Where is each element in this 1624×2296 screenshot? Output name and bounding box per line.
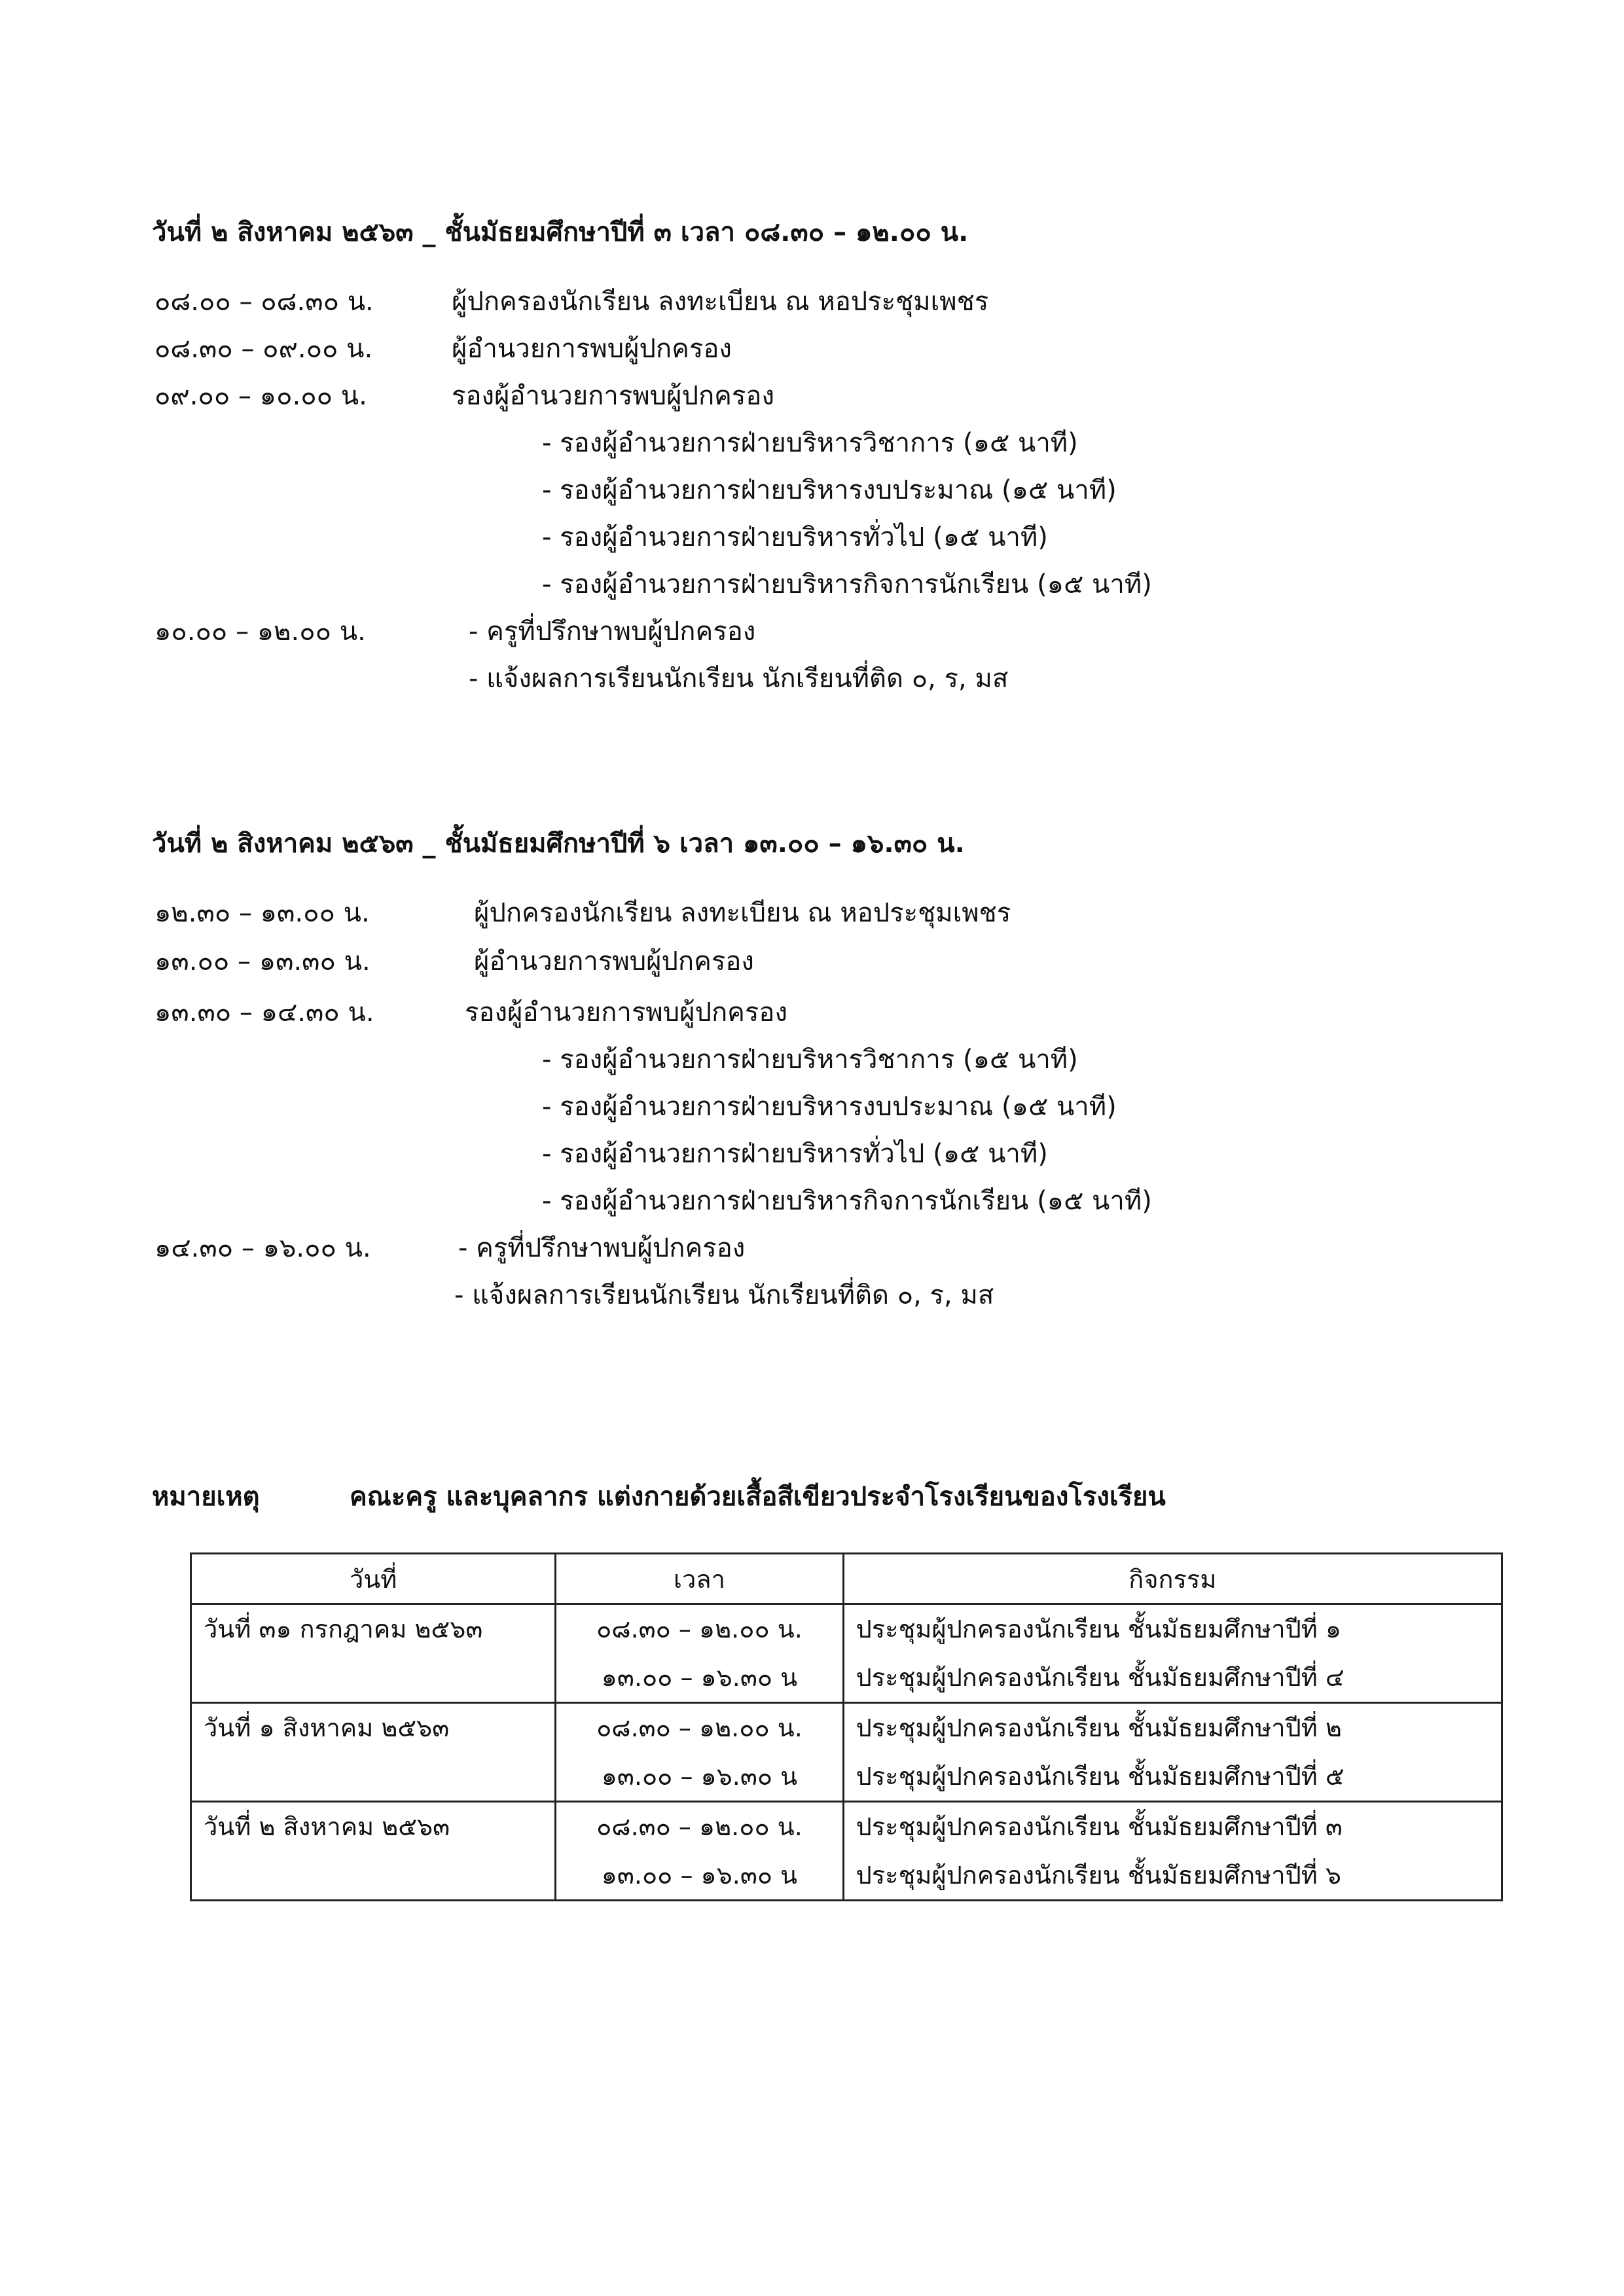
schedule-time: ๑๐.๐๐ – ๑๒.๐๐ น. [154, 617, 366, 647]
activity-afternoon: ประชุมผู้ปกครองนักเรียน ชั้นมัธยมศึกษาปีที่ ๖ [856, 1861, 1341, 1890]
table-row [191, 1703, 1502, 1802]
schedule-item: ผู้อำนวยการพบผู้ปกครอง [474, 946, 754, 977]
schedule-time: ๑๓.๐๐ – ๑๓.๓๐ น. [154, 946, 370, 977]
schedule-time: ๐๘.๓๐ – ๐๙.๐๐ น. [154, 334, 373, 364]
table-row [191, 1802, 1502, 1901]
activity-morning: ประชุมผู้ปกครองนักเรียน ชั้นมัธยมศึกษาปีที่ ๑ [856, 1615, 1341, 1643]
date-text: วันที่ ๓๑ กรกฎาคม ๒๕๖๓ [204, 1615, 483, 1643]
sub-item: - รองผู้อำนวยการฝ่ายบริหารงบประมาณ (๑๕ นาที) [542, 1092, 1117, 1122]
schedule-item: - ครูที่ปรึกษาพบผู้ปกครอง [469, 617, 756, 647]
sub-item: - รองผู้อำนวยการฝ่ายบริหารทั่วไป (๑๕ นาที) [542, 1139, 1048, 1169]
table-header-row [191, 1554, 1502, 1604]
time-cell [556, 1802, 843, 1901]
section1-heading: วันที่ ๒ สิงหาคม ๒๕๖๓ _ ชั้นมัธยมศึกษาปีที่ ๓ เวลา ๐๘.๓๐ – ๑๒.๐๐ น. [152, 217, 969, 247]
header-time: เวลา [556, 1554, 843, 1604]
activity-morning: ประชุมผู้ปกครองนักเรียน ชั้นมัธยมศึกษาปีที่ ๒ [856, 1713, 1342, 1742]
activity-afternoon: ประชุมผู้ปกครองนักเรียน ชั้นมัธยมศึกษาปีที่ ๔ [856, 1663, 1344, 1692]
section2-heading: วันที่ ๒ สิงหาคม ๒๕๖๓ _ ชั้นมัธยมศึกษาปีที่ ๖ เวลา ๑๓.๐๐ – ๑๖.๓๐ น. [152, 829, 965, 859]
schedule-time: ๐๘.๐๐ – ๐๘.๓๐ น. [154, 287, 374, 317]
sub-item: - รองผู้อำนวยการฝ่ายบริหารวิชาการ (๑๕ นาที) [542, 1045, 1078, 1075]
note-label: หมายเหตุ [152, 1482, 260, 1512]
note-text: คณะครู และบุคลากร แต่งกายด้วยเสื้อสีเขียวประจำโรงเรียนของโรงเรียน [350, 1482, 1166, 1512]
sub-item: - รองผู้อำนวยการฝ่ายบริหารงบประมาณ (๑๕ นาที) [542, 475, 1117, 505]
sub-item: - รองผู้อำนวยการฝ่ายบริหารวิชาการ (๑๕ นาที) [542, 428, 1078, 458]
activity-afternoon: ประชุมผู้ปกครองนักเรียน ชั้นมัธยมศึกษาปีที่ ๕ [856, 1762, 1344, 1791]
schedule-item: ผู้ปกครองนักเรียน ลงทะเบียน ณ หอประชุมเพชร [452, 287, 989, 317]
activity-cell [843, 1703, 1502, 1802]
time-afternoon: ๑๓.๐๐ – ๑๖.๓๐ น [601, 1762, 798, 1791]
time-afternoon: ๑๓.๐๐ – ๑๖.๓๐ น [601, 1663, 798, 1692]
schedule-time: ๑๔.๓๐ – ๑๖.๐๐ น. [154, 1233, 371, 1263]
schedule-item: ผู้ปกครองนักเรียน ลงทะเบียน ณ หอประชุมเพชร [474, 898, 1011, 928]
schedule-item: - แจ้งผลการเรียนนักเรียน นักเรียนที่ติด ๐, ร, มส [454, 1280, 994, 1310]
time-morning: ๐๘.๓๐ – ๑๒.๐๐ น. [596, 1713, 803, 1742]
table-row [191, 1604, 1502, 1703]
schedule-item: ผู้อำนวยการพบผู้ปกครอง [452, 334, 732, 364]
schedule-item: - แจ้งผลการเรียนนักเรียน นักเรียนที่ติด ๐, ร, มส [469, 664, 1009, 694]
schedule-time: ๐๙.๐๐ – ๑๐.๐๐ น. [154, 381, 367, 411]
header-date: วันที่ [191, 1554, 556, 1604]
date-cell [191, 1604, 556, 1703]
activity-morning: ประชุมผู้ปกครองนักเรียน ชั้นมัธยมศึกษาปีที่ ๓ [856, 1812, 1343, 1841]
time-morning: ๐๘.๓๐ – ๑๒.๐๐ น. [596, 1812, 803, 1841]
schedule-item: รองผู้อำนวยการพบผู้ปกครอง [465, 997, 787, 1028]
activity-cell [843, 1604, 1502, 1703]
time-cell [556, 1604, 843, 1703]
schedule-item: - ครูที่ปรึกษาพบผู้ปกครอง [458, 1233, 746, 1263]
time-afternoon: ๑๓.๐๐ – ๑๖.๓๐ น [601, 1861, 798, 1890]
date-cell [191, 1703, 556, 1802]
date-text: วันที่ ๒ สิงหาคม ๒๕๖๓ [204, 1812, 450, 1841]
time-cell [556, 1703, 843, 1802]
header-activity: กิจกรรม [843, 1554, 1502, 1604]
time-morning: ๐๘.๓๐ – ๑๒.๐๐ น. [596, 1615, 803, 1643]
sub-item: - รองผู้อำนวยการฝ่ายบริหารทั่วไป (๑๕ นาที) [542, 522, 1048, 552]
schedule-time: ๑๓.๓๐ – ๑๔.๓๐ น. [154, 997, 374, 1028]
date-text: วันที่ ๑ สิงหาคม ๒๕๖๓ [204, 1713, 450, 1742]
schedule-time: ๑๒.๓๐ – ๑๓.๐๐ น. [154, 898, 370, 928]
schedule-item: รองผู้อำนวยการพบผู้ปกครอง [452, 381, 774, 411]
schedule-table [190, 1552, 1503, 1901]
sub-item: - รองผู้อำนวยการฝ่ายบริหารกิจการนักเรียน (๑๕ นาที) [542, 1186, 1152, 1216]
sub-item: - รองผู้อำนวยการฝ่ายบริหารกิจการนักเรียน (๑๕ นาที) [542, 569, 1152, 600]
date-cell [191, 1802, 556, 1901]
activity-cell [843, 1802, 1502, 1901]
